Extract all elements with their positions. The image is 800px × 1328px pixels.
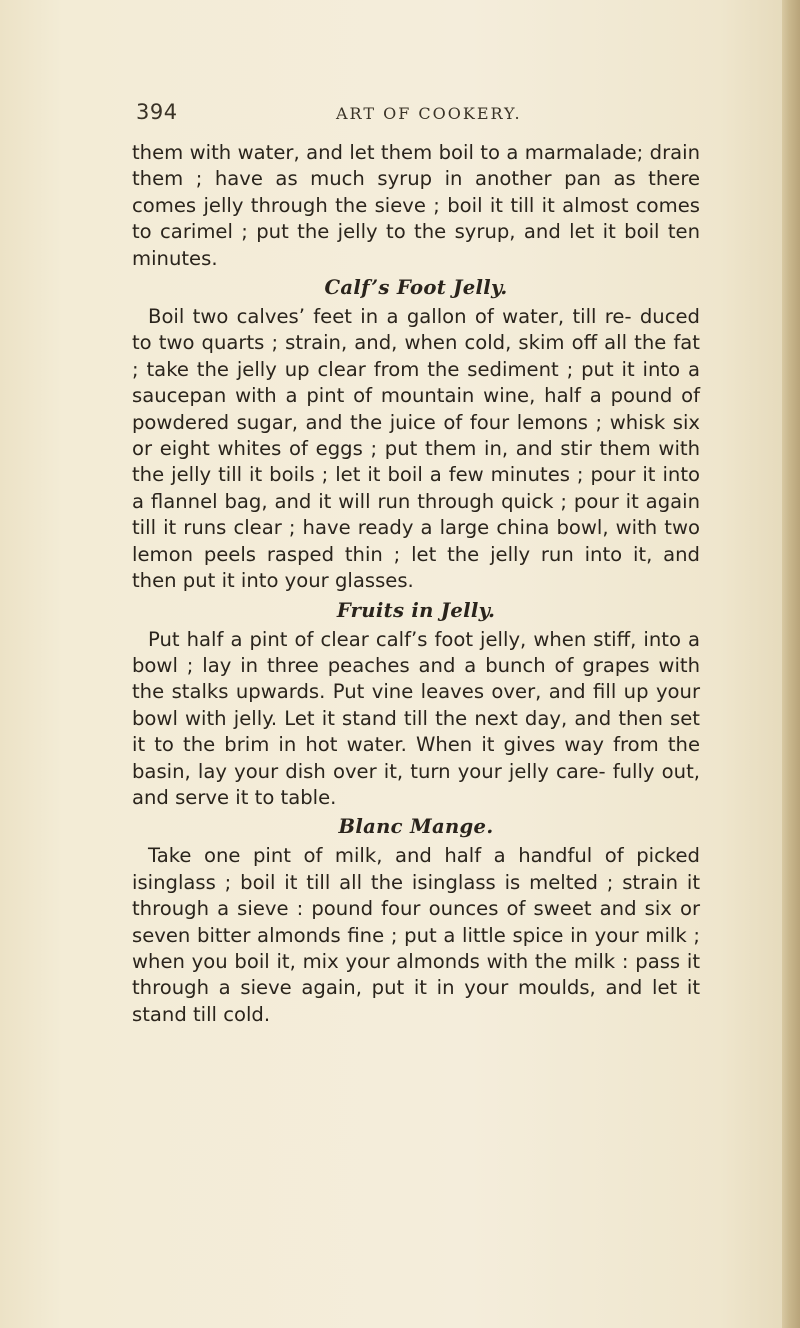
- recipe-heading-blanc-mange: Blanc Mange.: [338, 815, 494, 839]
- page-edge: [782, 0, 800, 1328]
- running-head: ART OF COOKERY.: [336, 104, 522, 123]
- recipe-heading-fruits-in-jelly: Fruits in Jelly.: [336, 598, 496, 622]
- recipe-text-calfs-foot-jelly: Boil two calves’ feet in a gallon of water, till re- duced to two quarts ; strain, and, when cold, skim off all the fat ; take the jelly up clear from the sediment ; put it into a saucepan with a pint of mountain wine, half a pound of powdered sugar, and the juice of four lemons ; whisk six or eight whites of eggs ; put them in, and stir them with the jelly till it boils ; let it boil a few minutes ; pour it into a flannel bag, and it will run through quick ; pour it again till it runs clear ; have ready a large china bowl, with two lemon peels rasped thin ; let the jelly run into it, and then put it into your glasses.: [132, 305, 700, 593]
- page-content: [132, 140, 700, 1028]
- recipe-text-fruits-in-jelly: Put half a pint of clear calf’s foot jelly, when stiff, into a bowl ; lay in three peaches and a bunch of grapes with the stalks upwards. Put vine leaves over, and fill up your bowl with jelly. Let it stand till the next day, and then set it to the brim in hot water. When it gives way from the basin, lay your dish over it, turn your jelly care- fully out, and serve it to table.: [132, 627, 700, 809]
- page-header: [0, 100, 782, 130]
- recipe-text-blanc-mange: Take one pint of milk, and half a handful of picked isinglass ; boil it till all the isinglass is melted ; strain it through a sieve : pound four ounces of sweet and six or seven bitter almonds fine ; put a little spice in your milk ; when you boil it, mix your almonds with the milk : pass it through a sieve again, put it in your moulds, and let it stand till cold.: [132, 844, 700, 1026]
- recipe-heading-calfs-foot-jelly: Calf’s Foot Jelly.: [324, 276, 508, 300]
- continued-paragraph: them with water, and let them boil to a marmalade; drain them ; have as much syrup in another pan as there comes jelly through the sieve ; boil it till it almost comes to carimel ; put the jelly to the syrup, and let it boil ten minutes.: [132, 141, 700, 270]
- page-number: 394: [136, 100, 178, 124]
